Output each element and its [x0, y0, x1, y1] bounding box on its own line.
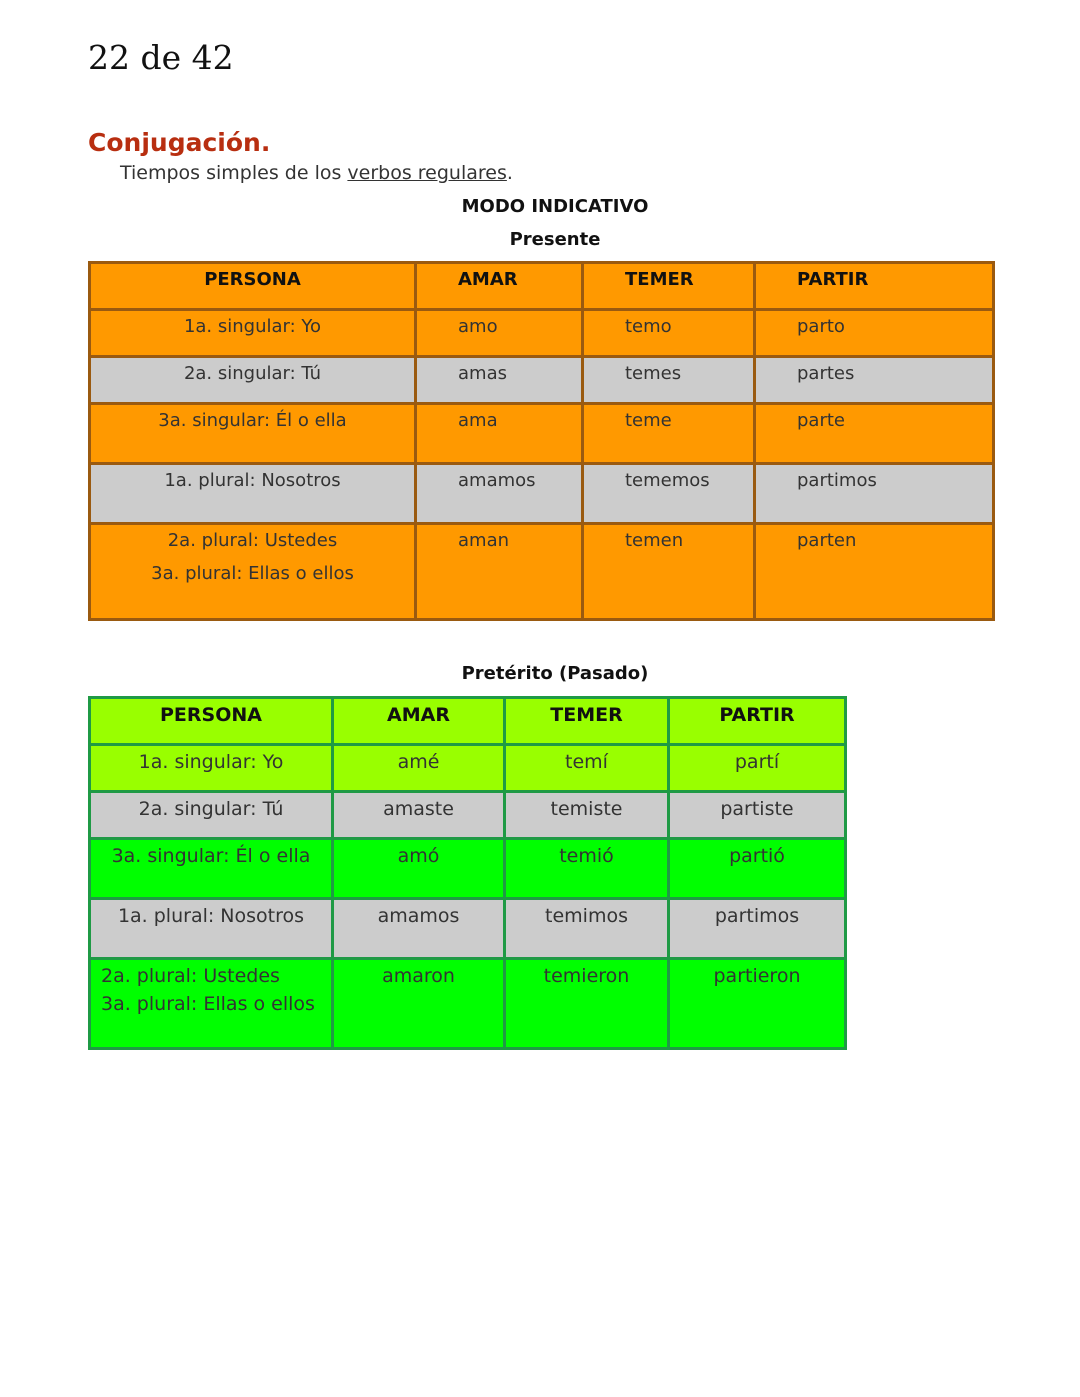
persona-line-2: 3a. plural: Ellas o ellos — [101, 993, 315, 1015]
persona-cell — [90, 524, 416, 620]
partir-cell: partió — [669, 839, 846, 899]
table-row — [90, 792, 846, 839]
section-heading: Conjugación. — [88, 128, 271, 157]
header-temer: TEMER — [505, 698, 669, 745]
persona-cell: 1a. singular: Yo — [90, 745, 333, 792]
partir-cell: partieron — [669, 959, 846, 1049]
persona-cell: 1a. singular: Yo — [90, 310, 416, 357]
partir-cell: parto — [755, 310, 994, 357]
header-persona: PERSONA — [90, 698, 333, 745]
persona-cell: 1a. plural: Nosotros — [90, 899, 333, 959]
table-row — [90, 404, 994, 464]
table-row — [90, 839, 846, 899]
intro-suffix: . — [506, 162, 513, 184]
persona-cell — [90, 959, 333, 1049]
header-amar: AMAR — [416, 263, 583, 310]
amar-cell: amaron — [333, 959, 505, 1049]
persona-cell: 1a. plural: Nosotros — [90, 464, 416, 524]
header-persona: PERSONA — [90, 263, 416, 310]
table-row — [90, 899, 846, 959]
persona-line-2: 3a. plural: Ellas o ellos — [151, 563, 354, 584]
temer-cell: temió — [505, 839, 669, 899]
verbos-regulares-link[interactable]: verbos regulares — [347, 162, 507, 184]
preterito-table — [88, 696, 847, 1050]
table-row — [90, 745, 846, 792]
preterito-title: Pretérito (Pasado) — [461, 663, 649, 684]
partir-cell: partiste — [669, 792, 846, 839]
header-partir: PARTIR — [755, 263, 994, 310]
temer-cell: temí — [505, 745, 669, 792]
temer-cell: teme — [583, 404, 755, 464]
amar-cell: aman — [416, 524, 583, 620]
persona-line-1: 2a. plural: Ustedes — [167, 530, 338, 551]
table-row — [90, 310, 994, 357]
temer-cell: temen — [583, 524, 755, 620]
intro-prefix: Tiempos simples de los — [120, 162, 348, 184]
page-number: 22 de 42 — [88, 38, 234, 77]
amar-cell: amó — [333, 839, 505, 899]
temer-cell: temieron — [505, 959, 669, 1049]
header-temer: TEMER — [583, 263, 755, 310]
persona-cell: 2a. singular: Tú — [90, 357, 416, 404]
partir-cell: partí — [669, 745, 846, 792]
table-row — [90, 357, 994, 404]
preterito-header-row — [90, 698, 846, 745]
temer-cell: temo — [583, 310, 755, 357]
temer-cell: temes — [583, 357, 755, 404]
temer-cell: temiste — [505, 792, 669, 839]
table-row — [90, 464, 994, 524]
temer-cell: temimos — [505, 899, 669, 959]
intro-text — [120, 162, 513, 184]
presente-table — [88, 261, 995, 621]
amar-cell: amé — [333, 745, 505, 792]
amar-cell: amas — [416, 357, 583, 404]
mode-title: MODO INDICATIVO — [461, 196, 649, 217]
table-row — [90, 959, 846, 1049]
amar-cell: amamos — [333, 899, 505, 959]
presente-header-row — [90, 263, 994, 310]
amar-cell: ama — [416, 404, 583, 464]
table-row — [90, 524, 994, 620]
presente-title: Presente — [509, 229, 601, 250]
persona-line-1: 2a. plural: Ustedes — [101, 965, 280, 987]
amar-cell: amamos — [416, 464, 583, 524]
header-partir: PARTIR — [669, 698, 846, 745]
temer-cell: tememos — [583, 464, 755, 524]
partir-cell: partimos — [669, 899, 846, 959]
partir-cell: parten — [755, 524, 994, 620]
partir-cell: parte — [755, 404, 994, 464]
partir-cell: partimos — [755, 464, 994, 524]
persona-cell: 2a. singular: Tú — [90, 792, 333, 839]
persona-cell: 3a. singular: Él o ella — [90, 404, 416, 464]
header-amar: AMAR — [333, 698, 505, 745]
amar-cell: amaste — [333, 792, 505, 839]
partir-cell: partes — [755, 357, 994, 404]
amar-cell: amo — [416, 310, 583, 357]
persona-cell: 3a. singular: Él o ella — [90, 839, 333, 899]
